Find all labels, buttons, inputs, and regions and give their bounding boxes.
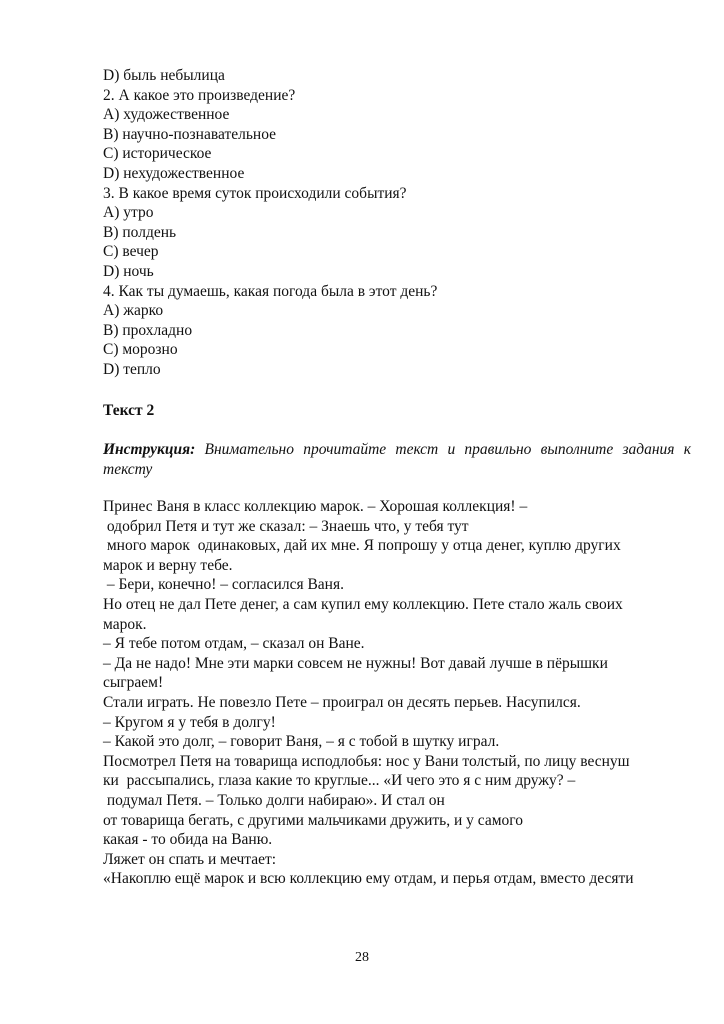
story-text [103,497,703,889]
answer-option: В) прохладно [103,321,193,339]
answer-option: В) научно-познавательное [103,125,277,143]
story-line: от товарища бегать, с другими мальчиками дружить, и у самого [103,811,523,829]
story-line: Принес Ваня в класс коллекцию марок. – Хорошая коллекция! – [103,498,528,515]
answer-option: С) вечер [103,243,159,261]
answer-option: А) жарко [103,302,164,320]
answer-option: А) утро [103,204,154,222]
story-line: – Кругом я у тебя в долгу! [103,713,276,731]
story-line: – Какой это долг, – говорит Ваня, – я с тобой в шутку играл. [103,733,500,751]
story-line: Стали играть. Не повезло Пете – проиграл он десять перьев. Насупился. [103,693,581,711]
story-line: подумал Петя. – Только долги набираю». И стал он [103,791,445,809]
story-line: сыграем! [103,674,164,692]
story-line: марок и верну тебе. [103,556,233,574]
answer-option: D) тепло [103,360,161,378]
instruction-text: Внимательно прочитайте текст и правильно выполните задания к тексту [103,441,691,478]
questions-block [103,66,693,380]
answer-option: D) быль небылица [103,67,225,84]
story-line: много марок одинаковых, дай их мне. Я попрошу у отца денег, куплю других [103,537,621,555]
section-heading: Текст 2 [103,402,155,419]
question-text: 2. А какое это произведение? [103,86,296,104]
instruction-paragraph [103,440,691,480]
question-text: 4. Как ты думаешь, какая погода была в этот день? [103,282,438,300]
answer-option: D) ночь [103,262,154,280]
answer-option: В) полдень [103,223,177,241]
story-line: – Я тебе потом отдам, – сказал он Ване. [103,635,365,653]
story-line: Ляжет он спать и мечтает: [103,850,277,868]
answer-option: D) нехудожественное [103,164,245,182]
answer-option: А) художественное [103,106,230,124]
question-text: 3. В какое время суток происходили события? [103,184,407,202]
story-line: марок. [103,615,147,633]
answer-option: С) морозно [103,341,178,359]
story-line: Но отец не дал Пете денег, а сам купил ему коллекцию. Пете стало жаль своих [103,595,623,613]
page-number: 28 [355,950,369,965]
instruction-label: Инструкция: [103,441,196,458]
story-line: одобрил Петя и тут же сказал: – Знаешь что, у тебя тут [103,517,469,535]
story-line: «Накоплю ещё марок и всю коллекцию ему отдам, и перья отдам, вместо десяти [103,870,634,888]
story-line: – Да не надо! Мне эти марки совсем не нужны! Вот давай лучше в пёрышки [103,654,608,672]
story-line: – Бери, конечно! – согласился Ваня. [103,576,344,594]
story-line: какая - то обида на Ваню. [103,831,273,849]
answer-option: С) историческое [103,145,212,163]
story-line: ки рассыпались, глаза какие то круглые... «И чего это я с ним дружу? – [103,772,576,790]
story-line: Посмотрел Петя на товарища исподлобья: нос у Вани толстый, по лицу веснуш [103,752,630,770]
